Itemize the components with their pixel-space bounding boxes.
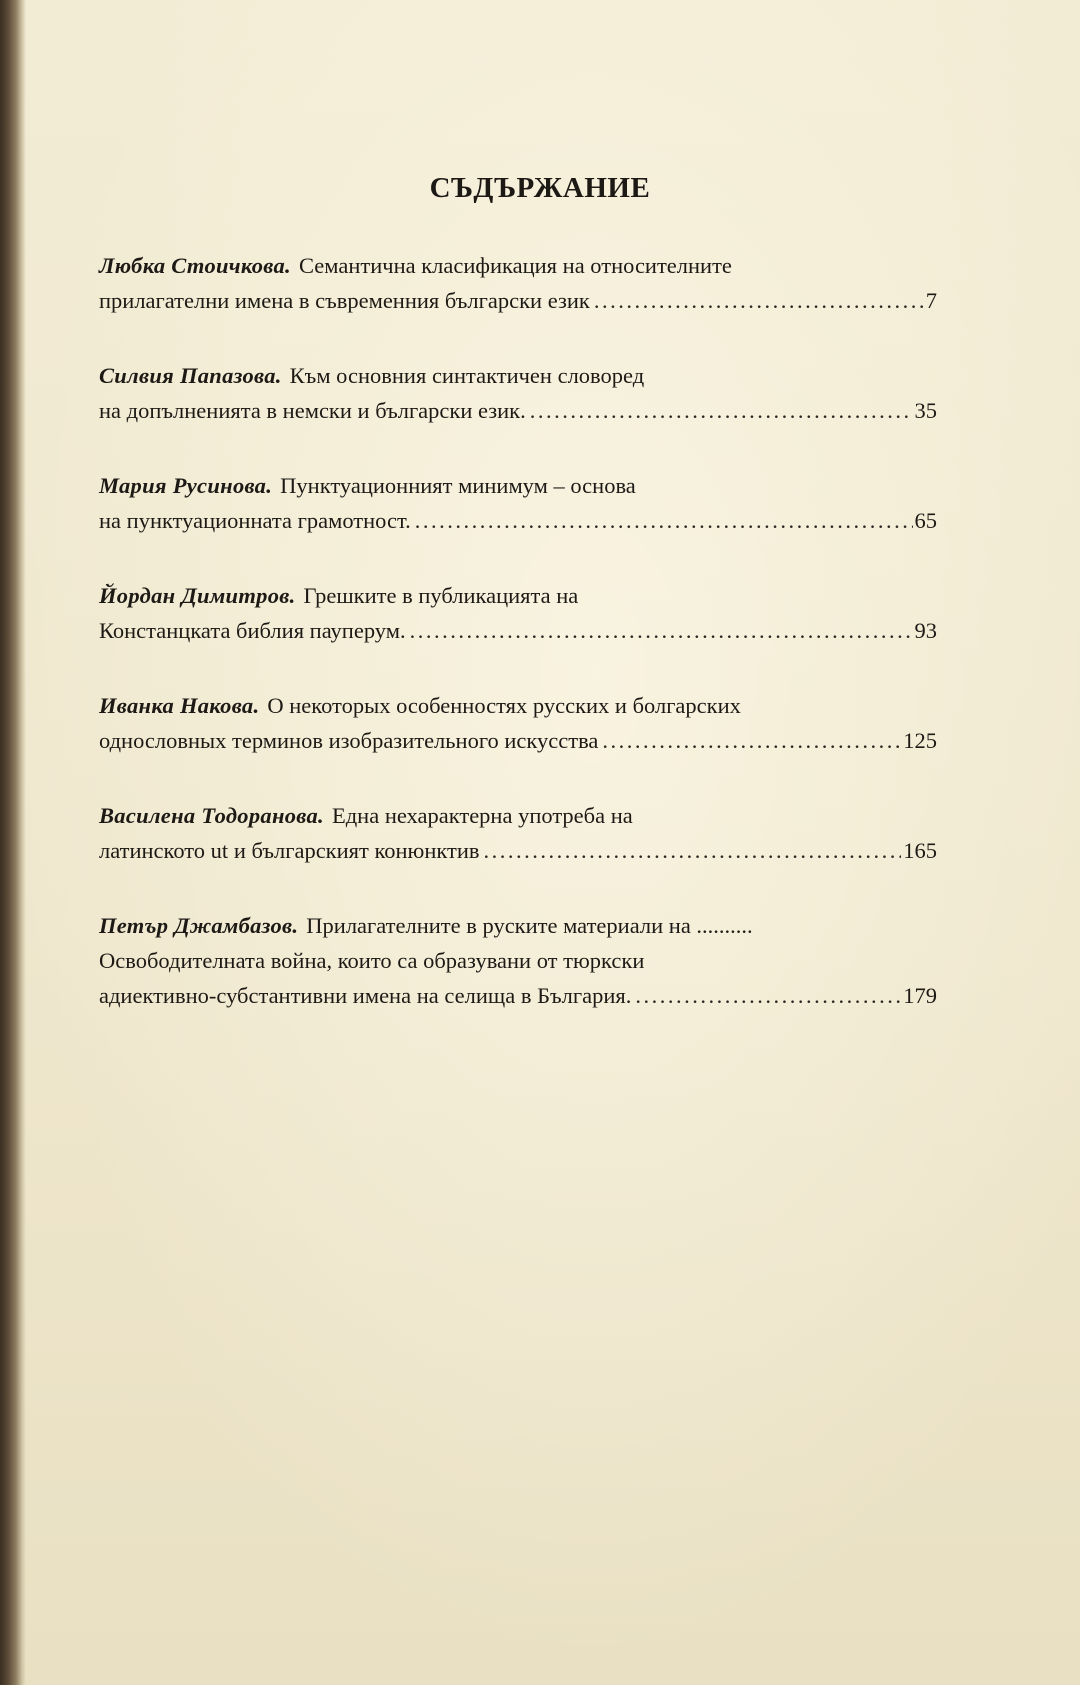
dot-leader [484,833,902,868]
dot-leader [410,613,913,648]
entry-page-number: 93 [914,618,937,643]
toc-entry [99,358,937,428]
entry-title-line: на допълненията в немски и български език. [99,398,526,423]
entry-title-line: Пунктуационният минимум – основа [280,473,636,498]
toc-entry [99,468,937,538]
toc-entry [99,798,937,868]
book-spine-shadow [0,0,26,1685]
toc-entry-first-line [99,798,937,833]
entry-page-number: 125 [903,728,937,753]
page-title: СЪДЪРЖАНИЕ [429,172,651,204]
dot-leader [415,503,913,538]
entry-author: Любка Стоичкова. [99,253,291,278]
entry-title-line: Към основния синтактичен словоред [289,363,645,388]
toc-entry-last-line [99,723,937,758]
entry-title-line: Прилагателните в руските материали на .......... [306,913,753,938]
toc-entry-last-line [99,283,937,318]
toc-entry-last-line [99,833,937,868]
entry-title-line: Констанцката библия пауперум. [99,618,406,643]
toc-entry-first-line [99,908,937,943]
entry-title-line: однословных терминов изобразительного искусства [99,728,599,753]
entry-author: Иванка Накова. [99,693,260,718]
toc-entry-first-line [99,468,937,503]
entry-title-line: на пунктуационната грамотност. [99,508,411,533]
toc-entry-first-line [99,358,937,393]
entry-title-line: латинското ut и българският конюнктив [99,838,480,863]
toc-entry-first-line [99,688,937,723]
entry-title-line: адиективно-субстантивни имена на селища в България. [99,983,632,1008]
entry-page-number: 179 [903,983,937,1008]
entry-page-number: 165 [903,838,937,863]
toc-entry-last-line [99,978,937,1013]
entry-title-line: О некоторых особенностях русских и болгарских [267,693,741,718]
entry-author: Силвия Папазова. [99,363,282,388]
dot-leader [602,723,901,758]
toc-entry-last-line [99,613,937,648]
toc-entry [99,908,937,1013]
entry-title-line: Освободителната война, които са образувани от тюркски [99,948,645,973]
entry-title-line: Семантична класификация на относителните [299,253,732,278]
entry-author: Василена Тодоранова. [99,803,324,828]
toc-entry [99,578,937,648]
entry-title-line: Грешките в публикацията на [303,583,579,608]
toc-entry [99,688,937,758]
toc-entry-middle-line [99,943,937,978]
entry-author: Мария Русинова. [99,473,273,498]
toc-entry-last-line [99,503,937,538]
dot-leader [594,283,924,318]
toc-entry-first-line [99,578,937,613]
toc-entry-last-line [99,393,937,428]
entry-author: Петър Джамбазов. [99,913,299,938]
entry-page-number: 7 [925,288,937,313]
dot-leader [635,978,901,1013]
entry-page-number: 65 [914,508,937,533]
toc-entry-first-line [99,248,937,283]
entry-title-line: Една нехарактерна употреба на [331,803,633,828]
entry-author: Йордан Димитров. [99,583,296,608]
dot-leader [530,393,913,428]
toc-entry [99,248,937,318]
entry-page-number: 35 [914,398,937,423]
entry-title-line: прилагателни имена в съвременния български език [99,288,590,313]
table-of-contents [99,248,937,1053]
